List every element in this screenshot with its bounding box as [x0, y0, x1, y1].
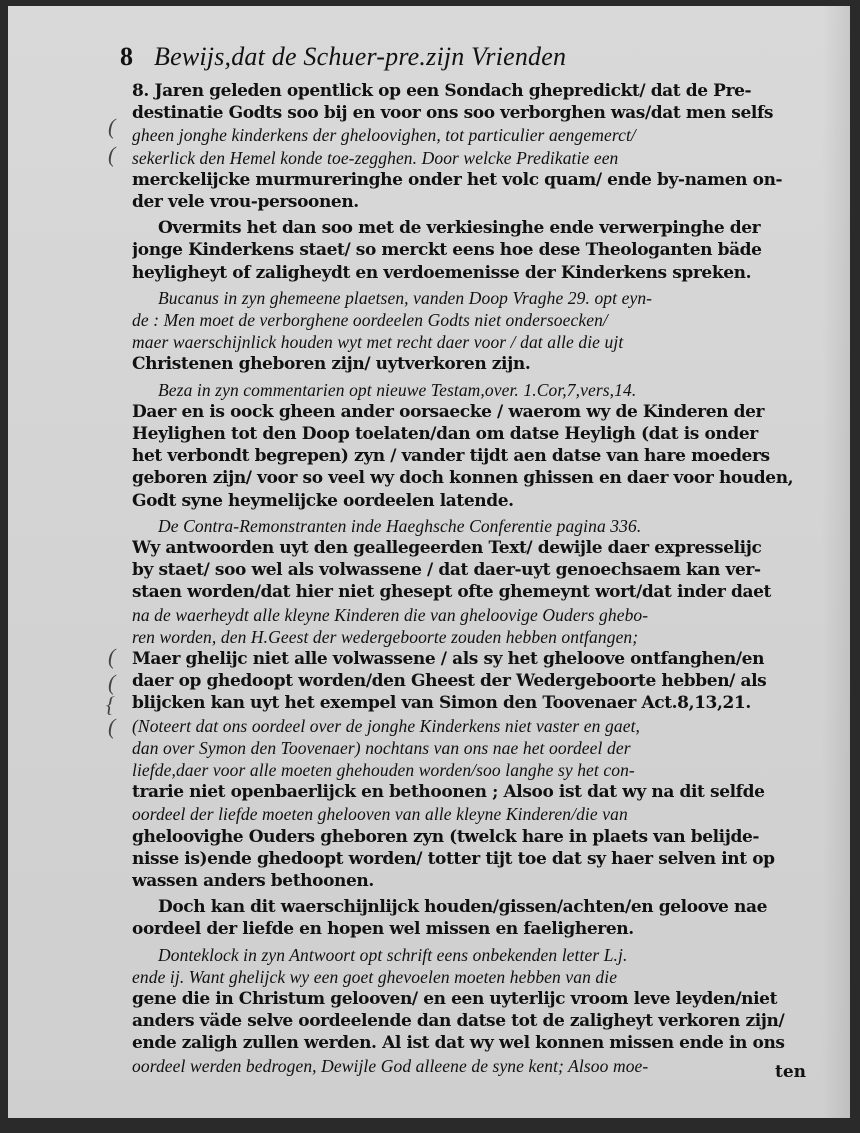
margin-note: ( [108, 142, 116, 167]
text-line: Christenen gheboren zijn/ uytverkoren zijn. [132, 354, 531, 375]
text-line: gene die in Christum gelooven/ en een uyterlijc vroom leve leyden/niet [132, 989, 778, 1009]
text-line: jonge Kinderkens staet/ so merckt eens hoe dese Theologanten bäde [132, 240, 762, 261]
text-line: ende zaligh zullen werden. Al ist dat wy wel konnen missen ende in ons [132, 1033, 785, 1054]
text-line: Donteklock in zyn Antwoort opt schrift eens onbekenden letter L.j. [158, 944, 628, 965]
text-line: (Noteert dat ons oordeel over de jonghe Kinderkens niet vaster en gaet, [132, 715, 641, 736]
text-line: destinatie Godts soo bij en voor ons soo verborghen was/dat men selfs [132, 103, 774, 124]
text-line: oordeel der liefde en hopen wel missen en faeligheren. [132, 919, 634, 940]
page-number: 8 [120, 42, 133, 71]
text-line: staen worden/dat hier niet ghesept ofte ghemeynt wort/dat inder daet [132, 582, 771, 603]
text-line: ende ij. Want ghelijck wy een goet ghevoelen moeten hebben van die [132, 966, 618, 987]
margin-note: ( [108, 670, 116, 695]
text-line: Wy antwoorden uyt den geallegeerden Text/ dewijle daer expresselijc [132, 538, 762, 558]
body-text [8, 6, 850, 1118]
margin-note: { [106, 692, 115, 717]
text-line: blijcken kan uyt het exempel van Simon den Toovenaer Act.8,13,21. [132, 693, 751, 714]
margin-note: ( [108, 714, 116, 739]
catchword: ten [774, 1062, 806, 1082]
text-line: nisse is)ende ghedoopt worden/ totter tijt toe dat sy haer selven int op [132, 848, 775, 869]
text-line: oordeel werden bedrogen, Dewijle God alleene de syne kent; Alsoo moe- [132, 1055, 649, 1076]
text-line: merckelijcke murmureringhe onder het volc quam/ ende by-namen on- [132, 169, 783, 190]
text-line: heyligheyt of zaligheydt en verdoemenisse der Kinderkens spreken. [132, 262, 752, 283]
running-head: Bewijs,dat de Schuer-pre.zijn Vrienden [154, 42, 567, 71]
text-line: na de waerheydt alle kleyne Kinderen die van gheloovige Ouders ghebo- [132, 604, 649, 625]
text-line: Heylighen tot den Doop toelaten/dan om datse Heyligh (dat is onder [132, 424, 758, 444]
text-line: Overmits het dan soo met de verkiesinghe ende verwerpinghe der [158, 218, 761, 239]
margin-note: ( [108, 644, 116, 669]
text-line: maer waerschijnlick houden wyt met recht daer voor / dat alle die ujt [132, 332, 624, 353]
text-line: dan over Symon den Toovenaer) nochtans van ons nae het oordeel der [132, 737, 631, 758]
text-line: oordeel der liefde moeten ghelooven van alle kleyne Kinderen/die van [132, 804, 628, 825]
text-line: Maer ghelijc niet alle volwassene / als sy het gheloove ontfanghen/en [132, 649, 765, 669]
text-line: ren worden, den H.Geest der wedergeboorte zouden hebben ontfangen; [132, 626, 639, 647]
text-line: de : Men moet de verborghene oordeelen Godts niet ondersoecken/ [132, 310, 608, 330]
margin-note: ( [108, 114, 116, 139]
text-line: anders väde selve oordeelende dan datse tot de zaligheyt verkoren zijn/ [132, 1011, 785, 1032]
text-line: daer op ghedoopt worden/den Gheest der Wedergeboorte hebben/ als [132, 671, 767, 692]
text-line: gheloovighe Ouders gheboren zyn (twelck hare in plaets van belijde- [132, 826, 760, 847]
text-line: Bucanus in zyn ghemeene plaetsen, vanden Doop Vraghe 29. opt eyn- [158, 287, 653, 308]
text-line: Doch kan dit waerschijnlijck houden/gissen/achten/en geloove nae [158, 897, 767, 918]
text-line: trarie niet openbaerlijck en bethoonen ; Alsoo ist dat wy na dit selfde [132, 782, 765, 803]
text-line: gheen jonghe kinderkens der gheloovighen, tot particulier aengemerct/ [132, 125, 636, 146]
text-line: De Contra-Remonstranten inde Haeghsche Conferentie pagina 336. [158, 515, 642, 536]
text-line: Daer en is oock gheen ander oorsaecke / waerom wy de Kinderen der [132, 401, 765, 422]
text-line: der vele vrou-persoonen. [132, 192, 359, 212]
text-line: 8. Jaren geleden opentlick op een Sondach ghepredickt/ dat de Pre- [132, 81, 752, 101]
text-line: Godt syne heymelijcke oordeelen latende. [132, 490, 514, 511]
text-line: liefde,daer voor alle moeten ghehouden worden/soo langhe sy het con- [132, 760, 635, 780]
text-line: geboren zijn/ voor so veel wy doch konnen ghissen en daer voor houden, [132, 468, 794, 489]
book-page [8, 6, 850, 1118]
text-line: sekerlick den Hemel konde toe-zegghen. Door welcke Predikatie een [132, 147, 619, 168]
text-line: by staet/ soo wel als volwassene / dat daer-uyt genoechsaem kan ver- [132, 560, 761, 581]
text-line: wassen anders bethoonen. [132, 871, 374, 891]
text-line: Beza in zyn commentarien opt nieuwe Testam,over. 1.Cor,7,vers,14. [158, 379, 637, 400]
text-line: het verbondt begrepen) zyn / vander tijdt aen datse van hare moeders [132, 446, 770, 467]
